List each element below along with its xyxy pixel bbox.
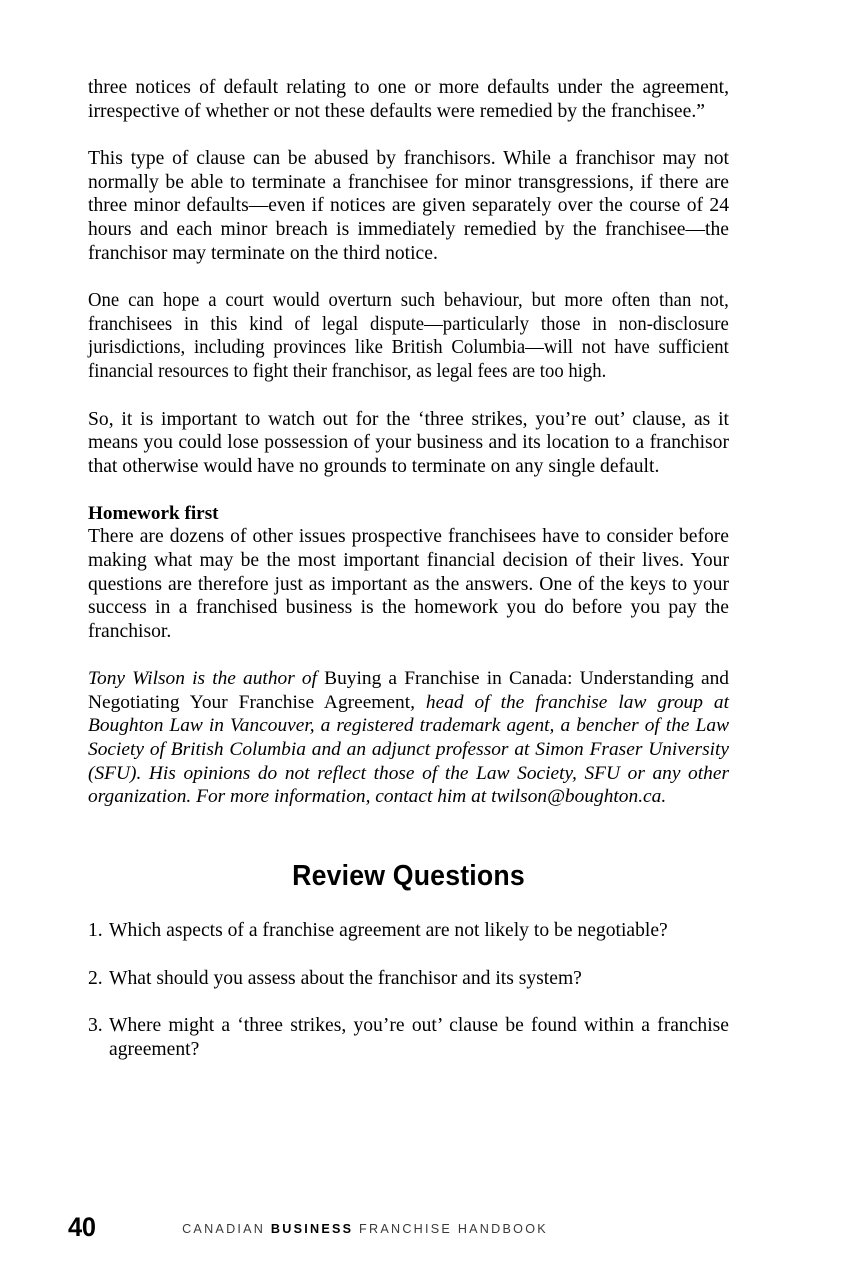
question-text: What should you assess about the franchisor and its system? xyxy=(109,967,582,989)
question-text: Where might a ‘three strikes, you’re out’ clause be found within a franchise agreement? xyxy=(109,1015,729,1061)
running-title-part-3: FRANCHISE HANDBOOK xyxy=(353,1222,548,1236)
section-title-review-questions: Review Questions xyxy=(292,859,525,892)
paragraph-three-strikes-warning: So, it is important to watch out for the ‘three strikes, you’re out’ clause, as it means you could lose possession of your business and its location to a franchisor that otherwise would have no grounds to terminate on any single default. xyxy=(88,408,729,477)
paragraph-court-overturn-wrapper xyxy=(88,289,729,383)
author-bio-paragraph xyxy=(88,667,729,809)
paragraph-homework-body: There are dozens of other issues prospective franchisees have to consider before making what may be the most important financial decision of their lives. Your questions are therefore just as important as the answers. One of the keys to your success in a franchised business is the homework you do before you pay the franchisor. xyxy=(88,526,729,642)
review-question-item xyxy=(88,1014,729,1062)
page-number: 40 xyxy=(68,1212,96,1242)
review-question-item xyxy=(88,967,729,991)
question-text: Which aspects of a franchise agreement are not likely to be negotiable? xyxy=(109,919,668,941)
running-title-part-1: CANADIAN xyxy=(182,1222,271,1236)
running-title xyxy=(0,1222,730,1237)
bio-remainder: , head of the franchise law group at Boughton Law in Vancouver, a registered trademark agent, a bencher of the Law Society of British Columbia and an adjunct professor at Simon Fraser University (SFU). His opinions do not reflect those of the Law Society, SFU or any other organization. For more information, contact him at twilson@boughton.ca. xyxy=(88,691,729,808)
question-number: 3. xyxy=(88,1015,103,1037)
question-number: 1. xyxy=(88,919,103,941)
page-footer xyxy=(0,1212,853,1252)
homework-section xyxy=(88,502,729,643)
author-bio-block xyxy=(88,667,729,809)
review-questions-list xyxy=(88,919,729,1062)
bio-lead-in: Tony Wilson is the author of xyxy=(88,668,325,690)
paragraph-court-overturn: One can hope a court would overturn such behaviour, but more often than not, franchisees in this kind of legal dispute—particularly those in non-disclosure jurisdictions, including provinces like British Columbia—will not have sufficient financial resources to fight their franchisor, as legal fees are too high. xyxy=(88,290,729,382)
review-question-item xyxy=(88,919,729,943)
bio-book-title: Buying a Franchise in Canada: Understanding and Negotiating Your Franchise Agreement xyxy=(88,668,729,713)
paragraph-clause-abuse: This type of clause can be abused by franchisors. While a franchisor may not normally be able to terminate a franchisee for minor transgressions, if there are three minor defaults—even if notices are given separately over the course of 24 hours and each minor breach is immediately remedied by the franchisee—the franchisor may terminate on the third notice. xyxy=(88,148,729,264)
subheading-homework-first: Homework first xyxy=(88,503,219,525)
review-questions-section xyxy=(88,860,729,1062)
body-text-column xyxy=(88,76,729,1062)
question-number: 2. xyxy=(88,967,103,989)
paragraph-continuation-quote: three notices of default relating to one or more defaults under the agreement, irrespective of whether or not these defaults were remedied by the franchisee.” xyxy=(88,77,729,122)
running-title-part-2: BUSINESS xyxy=(270,1222,354,1236)
